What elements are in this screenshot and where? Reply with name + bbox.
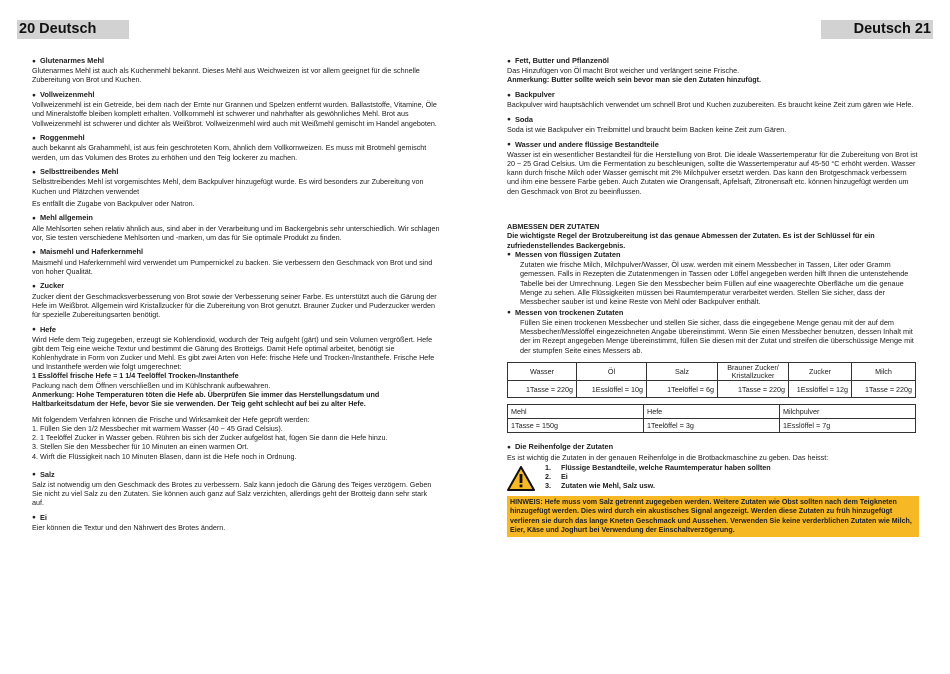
section-text: Wird Hefe dem Teig zugegeben, erzeugt sie Kohlendioxid, wodurch der Teig aufgeht (gärt) und sein Volumen vergrößert. Hefe gibt dem Teig eine weiche Textur und bestimmt die Gärung des Brotteigs. Damit Hefe optimal arbeitet, benötigt sie Kohlenhydrate in Form von Zucker und Mehl. Es gibt zwei Arten von Hefe: frische Hefe und Trocken-/Instanthefe. Frische Hefe und Instanthefe werden wie folgt umgerechnet: — [32, 334, 435, 372]
section-note: Anmerkung: Butter sollte weich sein bevor man sie den Zutaten hinzufügt. — [507, 75, 761, 85]
table-header-cell: Mehl — [508, 405, 644, 419]
subsection-title: ● Messen von trockenen Zutaten — [507, 308, 919, 318]
section-text: Glutenarmes Mehl ist auch als Kuchenmehl bekannt. Dieses Mehl aus Weichweizen ist vor allem geeignet für die schnelle Zubereitung von Brot und Kuchen. — [32, 66, 420, 85]
check-step: 3. Stellen Sie den Messbecher für 10 Minuten an einen warmen Ort. — [32, 442, 249, 452]
section-text: Maismehl und Haferkernmehl wird verwendet um Pumpernickel zu backen. Sie verbessern den Geschmack von Brot und sind von hoher Qualität. — [32, 257, 433, 276]
section-title: ● Glutenarmes Mehl — [32, 56, 440, 66]
section-text: Salz ist notwendig um den Geschmack des Brotes zu verbessern. Salz kann jedoch die Gärung des Teiges verzögern. Geben Sie nicht zu viel Salz zu den Zutaten. Sie können auch ganz auf Salz verzichten, allerdings geht der Brotteig dann sehr stark auf. — [32, 479, 432, 508]
section-salz — [32, 470, 440, 508]
section-text: Selbsttreibendes Mehl ist vorgemischtes Mehl, dem Backpulver hinzugefügt wurde. Es wird besonders zur Zubereitung von Kuchen und Plätzchen verwendet — [32, 177, 424, 196]
section-text: Eier können die Textur und den Nährwert des Brotes ändern. — [32, 523, 226, 533]
order-item: 1. Flüssige Bestandteile, welche Raumtemperatur haben sollten — [545, 462, 771, 472]
section-text: Soda ist wie Backpulver ein Treibmittel und braucht beim Backen keine Zeit zum Gären. — [507, 125, 787, 135]
order-item: 3. Zutaten wie Mehl, Salz usw. — [545, 480, 655, 490]
table-header-cell: Milch — [852, 363, 916, 381]
section-title: ● Maismehl und Haferkernmehl — [32, 247, 440, 257]
conversion-table-1 — [507, 362, 916, 398]
section-text: Alle Mehlsorten sehen relativ ähnlich aus, sind aber in der Verarbeitung und im Backergebnis sehr unterschiedlich. Wir schlagen vor, Sie testen verschiedene Mehlsorten und -marken, um das für Sie optimale Produkt zu finden. — [32, 223, 440, 242]
section-dry — [507, 308, 919, 356]
conversion-table-2 — [507, 404, 916, 433]
section-text: Vollweizenmehl ist ein Getreide, bei dem nach der Ernte nur Grannen und Spelzen entfernt wurden. Ballaststoffe, Vitamine, Öle und Mineralstoffe bleiben komplett erhalten. Vollkornmehl ist schwerer und nahrhafter als gewöhnliches Mehl. Brot aus Vollweizenmehl ist schwerer und dichter als Weißbrot. Vollweizenmehl wird auch mit Weißmehl gemischt im Handel angeboten. — [32, 100, 437, 128]
section-title: ● Fett, Butter und Pflanzenöl — [507, 56, 919, 66]
table-header-cell: Hefe — [644, 405, 780, 419]
table-value-cell: 1Esslöffel = 10g — [577, 381, 647, 398]
section-backpulver — [507, 90, 919, 109]
section-hefe — [32, 325, 440, 461]
section-glutenarmes-mehl — [32, 56, 440, 85]
table-value-cell: 1Esslöffel = 12g — [789, 381, 852, 398]
yeast-conversion: 1 Esslöffel frische Hefe = 1 1/4 Teelöffel Trocken-/Instanthefe — [32, 371, 239, 381]
hint-box: HINWEIS: Hefe muss vom Salz getrennt zugegeben werden. Weitere Zutaten wie Obst sollten nach dem Teigkneten hinzugefügt werden. Dies wird durch ein akustisches Signal angezeigt. Werden diese Zutaten zu früh hinzugefügt verlieren sie durch das lange Kneten Geschmack und Aussehen. Verwenden Sie keine verderblichen Zutaten wie Milch, Eier, Käse und Joghurt bei Verwendung der Einschaltverzögerung. — [507, 496, 919, 537]
table-value-cell: 1Tasse = 150g — [508, 419, 644, 433]
right-column — [507, 56, 919, 537]
section-title: ● Ei — [32, 513, 440, 523]
section-title: ● Mehl allgemein — [32, 213, 440, 223]
section-title: ● Zucker — [32, 281, 440, 291]
subsection-text: Zutaten wie frische Milch, Milchpulver/Wasser, Öl usw. werden mit einem Messbecher in Tassen, Liter oder Gramm gemessen. Falls in Rezepten die Zutatenmengen in Tassen oder Löffel angegeben werden hilft Ihnen die untenstehende Tabelle bei der Umrechnung. Legen Sie den Messbecher beim Füllen auf eine waagerechte Oberfläche um die genaue Menge zu sehen. Alle Flüssigkeiten müssen bei Raumtemperatur verarbeitet werden. Stellen Sie sicher, dass der Messbecher sauber ist und keine Reste von Mehl oder Backpulver enthält. — [520, 259, 909, 307]
section-title: ● Soda — [507, 115, 919, 125]
section-vollweizenmehl — [32, 90, 440, 128]
section-wasser — [507, 140, 919, 196]
page-header-left: 20 Deutsch — [17, 20, 129, 39]
check-step: 4. Wirft die Flüssigkeit nach 10 Minuten Blasen, dann ist die Hefe noch in Ordnung. — [32, 451, 297, 461]
section-ei — [32, 513, 440, 532]
table-header-cell: Öl — [577, 363, 647, 381]
table-header-cell: Brauner Zucker/ Kristallzucker — [718, 363, 789, 381]
section-soda — [507, 115, 919, 134]
section-maismehl — [32, 247, 440, 276]
table-value-cell: 1Esslöffel = 7g — [780, 419, 916, 433]
section-mehl-allgemein — [32, 213, 440, 242]
table-header-cell: Salz — [647, 363, 718, 381]
section-text: Das Hinzufügen von Öl macht Brot weicher und verlängert seine Frische. — [507, 66, 740, 76]
section-zucker — [32, 281, 440, 319]
section-title: ● Salz — [32, 470, 440, 480]
measure-heading: ABMESSEN DER ZUTATEN — [507, 222, 600, 232]
section-title: ● Roggenmehl — [32, 133, 440, 143]
table-header-cell: Wasser — [508, 363, 577, 381]
section-fett — [507, 56, 919, 85]
check-step: 2. 1 Teelöffel Zucker in Wasser geben. Rühren bis sich der Zucker aufgelöst hat, fügen Sie dann die Hefe hinzu. — [32, 433, 388, 443]
storage-text: Packung nach dem Öffnen verschließen und im Kühlschrank aufbewahren. — [32, 380, 271, 390]
page-header-right: Deutsch 21 — [821, 20, 933, 39]
table-value-cell: 1Tasse = 220g — [852, 381, 916, 398]
section-text: Es ist wichtig die Zutaten in der genauen Reihenfolge in die Brotbackmaschine zu geben. Das heisst: — [507, 452, 829, 462]
section-title: ● Vollweizenmehl — [32, 90, 440, 100]
section-title: ● Hefe — [32, 325, 440, 335]
order-list — [543, 463, 771, 490]
section-extra-text: Es entfällt die Zugabe von Backpulver oder Natron. — [32, 198, 195, 208]
section-title: ● Die Reihenfolge der Zutaten — [507, 442, 919, 452]
section-title: ● Backpulver — [507, 90, 919, 100]
left-column — [32, 56, 440, 538]
section-text: Wasser ist ein wesentlicher Bestandteil für die Herstellung von Brot. Die ideale Wassertemperatur für die Zubereitung von Brot ist 20 ~ 25 Grad Celsius. Um die Fermentation zu beschleunigen, sollte die Wassertemperatur auf 45-50 °C erhöht werden. Wasser kann durch frische Milch oder Wasser gemischt mit 2% Milchpulver ersetzt werden. Das kann den Brotgeschmack verbessern und ihm eine bessere Farbe geben. Auch Zutaten wie Orangensaft, Apfelsaft, Zitronensaft etc. können hinzugefügt werden um den Geschmack von Brot zu beeinflussen. — [507, 150, 918, 196]
measure-lead: Die wichtigste Regel der Brotzubereitung ist das genaue Abmessen der Zutaten. Es ist der Schlüssel für ein zufriedenstellendes Backergebnis. — [507, 231, 875, 250]
table-value-cell: 1Teelöffel = 6g — [647, 381, 718, 398]
section-order — [507, 442, 919, 490]
subsection-title: ● Messen von flüssigen Zutaten — [507, 250, 919, 260]
section-title: ● Wasser und andere flüssige Bestandteile — [507, 140, 919, 150]
yeast-warning: Anmerkung: Hohe Temperaturen töten die Hefe ab. Überprüfen Sie immer das Herstellungsdatum und Haltbarkeitsdatum der Hefe, bevor Sie sie verwenden. Der Teig geht schlecht auf bei zu alter Hefe. — [32, 389, 380, 408]
section-liquid — [507, 250, 919, 307]
table-value-cell: 1Tasse = 220g — [508, 381, 577, 398]
section-text: auch bekannt als Grahammehl, ist aus fein geschroteten Korn, ähnlich dem Vollkornweizen. Es muss mit Brotmehl gemischt werden, um das Volumen des Brotes zu erhöhen und den Teig lockerer zu machen. — [32, 143, 427, 162]
table-header-cell: Zucker — [789, 363, 852, 381]
subsection-text: Füllen Sie einen trockenen Messbecher und stellen Sie sicher, dass die eingegebene Menge genau mit der auf dem Messbecher/Messlöffel eingezeichneten Angabe übereinstimmt. Wenn Sie einen Messbecher benutzen, dessen Inhalt mit der im Rezept angegeben Menge übereinstimmt, füllen Sie diesen mit der Zutat und streifen die überschüssige Menge mit der stumpfen Seite eines Messers ab. — [520, 317, 914, 355]
table-value-cell: 1Teelöffel = 3g — [644, 419, 780, 433]
check-steps — [32, 424, 440, 461]
section-title: ● Selbsttreibendes Mehl — [32, 167, 440, 177]
check-step: 1. Füllen Sie den 1/2 Messbecher mit warmem Wasser (40 ~ 45 Grad Celsius). — [32, 424, 283, 434]
check-intro: Mit folgendem Verfahren können die Frische und Wirksamkeit der Hefe geprüft werden: — [32, 415, 310, 425]
section-text: Zucker dient der Geschmacksverbesserung von Brot sowie der Verbesserung seiner Farbe. Es unterstützt auch die Gärung der Hefe im Weißbrot. Allgemein wird Kristallzucker für die Zubereitung von Brot genutzt. Brauner Zucker und Puderzucker werden für spezielle Zubereitungsarten benötigt. — [32, 291, 437, 319]
table-header-cell: Milchpulver — [780, 405, 916, 419]
section-selbsttreibendes-mehl — [32, 167, 440, 208]
warning-triangle-icon — [507, 466, 535, 491]
order-item: 2. Ei — [545, 471, 568, 481]
section-text: Backpulver wird hauptsächlich verwendet um schnell Brot und Kuchen zuzubereiten. Es braucht keine Zeit zum gären wie Hefe. — [507, 100, 914, 110]
section-roggenmehl — [32, 133, 440, 162]
table-value-cell: 1Tasse = 220g — [718, 381, 789, 398]
